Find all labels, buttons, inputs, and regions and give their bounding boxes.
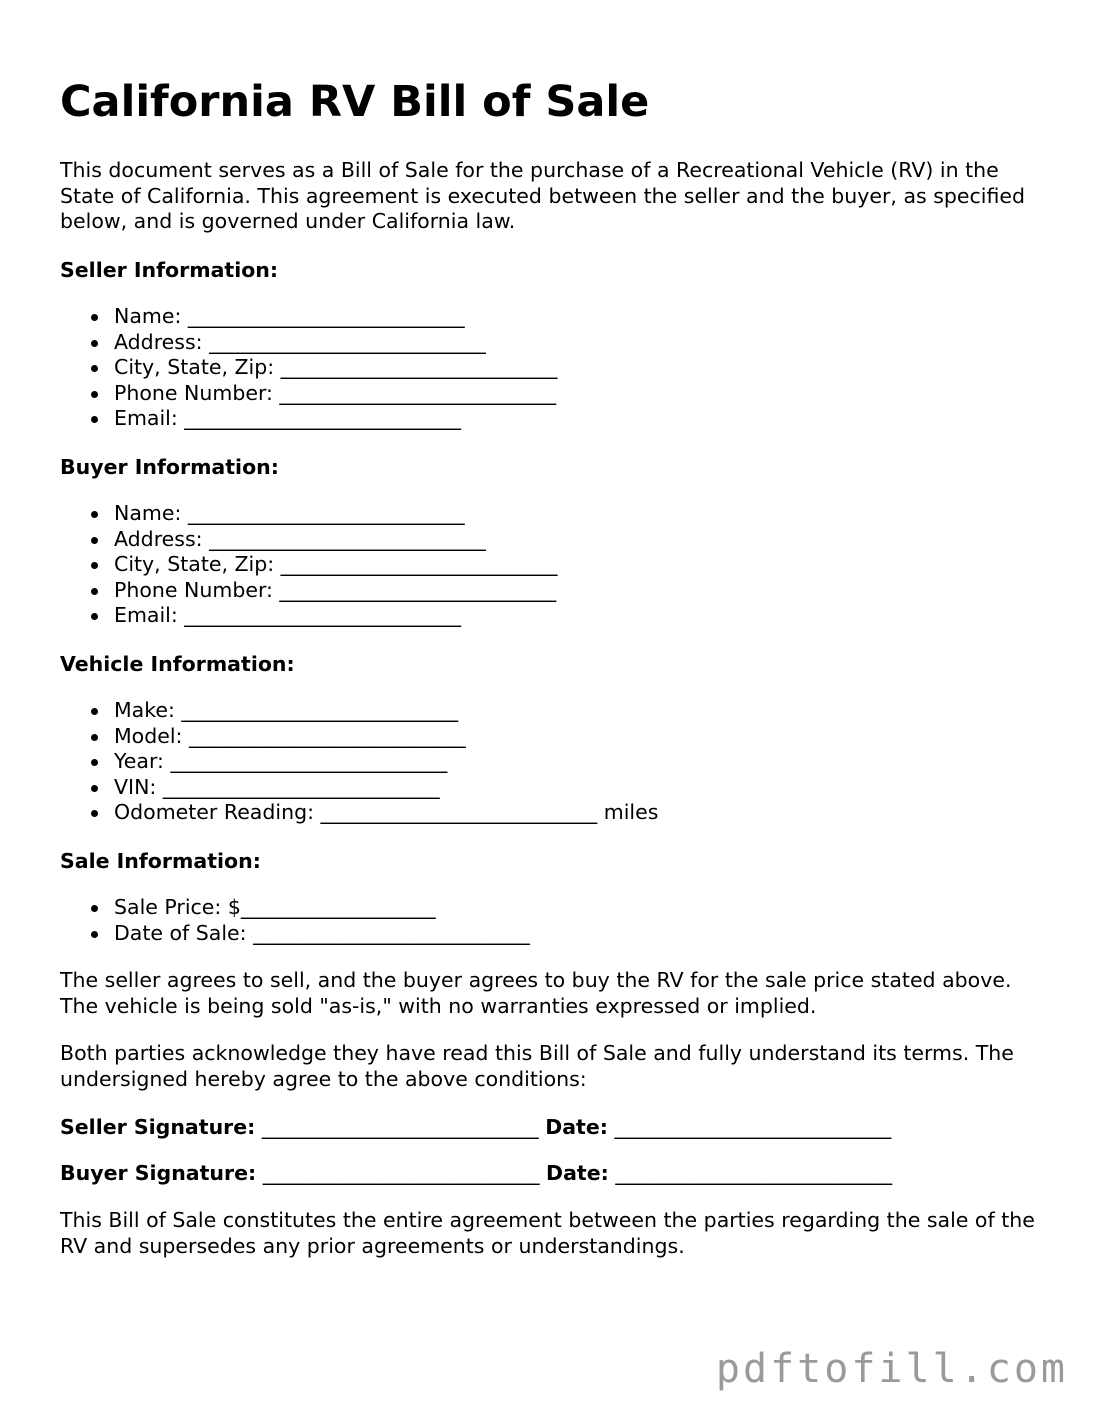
watermark-logo: pdftofill.com	[715, 1346, 1068, 1392]
seller-signature-label: Seller Signature:	[60, 1115, 256, 1139]
vehicle-heading: Vehicle Information:	[60, 652, 295, 676]
vehicle-fields	[60, 698, 658, 826]
intro-paragraph: This document serves as a Bill of Sale for the purchase of a Recreational Vehicle (RV) in the State of California. This agreement is executed between the seller and the buyer, as specified below, and is governed under California law.	[60, 158, 1026, 234]
document-title: California RV Bill of Sale	[60, 77, 650, 127]
seller-email-field[interactable]: Email: ___________________________	[60, 406, 557, 432]
seller-heading: Seller Information:	[60, 258, 279, 282]
buyer-signature-line	[60, 1160, 892, 1186]
buyer-signature-label: Buyer Signature:	[60, 1161, 257, 1185]
sale-fields	[60, 895, 530, 946]
seller-name-field[interactable]: Name: ___________________________	[60, 304, 557, 330]
seller-address-field[interactable]: Address: ___________________________	[60, 330, 557, 356]
sale-date-field[interactable]: Date of Sale: ___________________________	[60, 921, 530, 947]
seller-city-state-zip-field[interactable]: City, State, Zip: ___________________________	[60, 355, 557, 381]
buyer-signature-field[interactable]: ___________________________	[262, 1161, 540, 1185]
seller-signature-field[interactable]: ___________________________	[261, 1115, 539, 1139]
sale-heading: Sale Information:	[60, 849, 261, 873]
acknowledgment-paragraph: Both parties acknowledge they have read this Bill of Sale and fully understand its terms. The undersigned hereby agree to the above conditions:	[60, 1041, 1014, 1091]
vehicle-model-field[interactable]: Model: ___________________________	[60, 724, 658, 750]
seller-signature-line	[60, 1114, 891, 1140]
buyer-phone-field[interactable]: Phone Number: ___________________________	[60, 578, 557, 604]
buyer-city-state-zip-field[interactable]: City, State, Zip: ___________________________	[60, 552, 557, 578]
seller-date-field[interactable]: ___________________________	[614, 1115, 892, 1139]
buyer-address-field[interactable]: Address: ___________________________	[60, 527, 557, 553]
sale-price-field[interactable]: Sale Price: $___________________	[60, 895, 530, 921]
buyer-name-field[interactable]: Name: ___________________________	[60, 501, 557, 527]
closing-paragraph: This Bill of Sale constitutes the entire agreement between the parties regarding the sale of the RV and supersedes any prior agreements or understandings.	[60, 1208, 1035, 1258]
buyer-date-field[interactable]: ___________________________	[615, 1161, 893, 1185]
vehicle-make-field[interactable]: Make: ___________________________	[60, 698, 658, 724]
buyer-date-label: Date:	[546, 1161, 609, 1185]
buyer-heading: Buyer Information:	[60, 455, 279, 479]
seller-phone-field[interactable]: Phone Number: ___________________________	[60, 381, 557, 407]
seller-fields	[60, 304, 557, 432]
buyer-email-field[interactable]: Email: ___________________________	[60, 603, 557, 629]
vehicle-odometer-field[interactable]: Odometer Reading: ___________________________ miles	[60, 800, 658, 826]
seller-date-label: Date:	[545, 1115, 608, 1139]
vehicle-year-field[interactable]: Year: ___________________________	[60, 749, 658, 775]
vehicle-vin-field[interactable]: VIN: ___________________________	[60, 775, 658, 801]
agreement-paragraph: The seller agrees to sell, and the buyer agrees to buy the RV for the sale price stated above. The vehicle is being sold "as-is," with no warranties expressed or implied.	[60, 968, 1012, 1018]
buyer-fields	[60, 501, 557, 629]
